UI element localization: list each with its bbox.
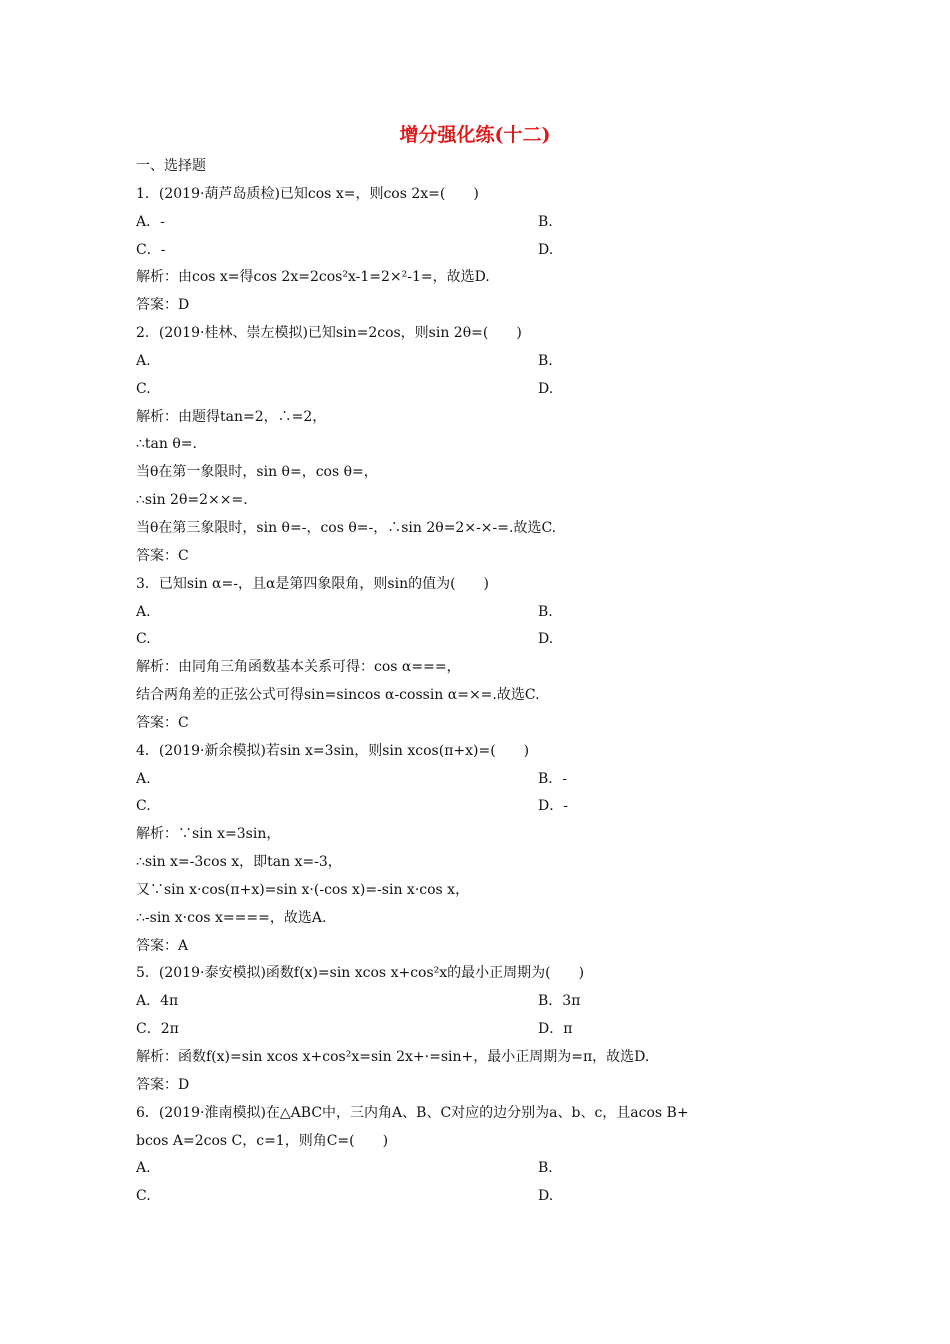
option-c: C. — [136, 631, 151, 648]
option-d: D. — [538, 631, 554, 648]
question-3-solution-line: 解析：由同角三角函数基本关系可得：cos α===， — [136, 659, 461, 676]
question-1-options-cd — [136, 237, 826, 265]
option-d: D．π — [538, 1021, 573, 1038]
option-c: C．2π — [136, 1021, 179, 1038]
option-a: A. — [136, 352, 151, 369]
option-a: A. — [136, 603, 151, 620]
question-1-stem: 1．(2019·葫芦岛质检)已知cos x=，则cos 2x=( ) — [136, 185, 479, 202]
question-6-options-cd — [136, 1183, 826, 1211]
question-5-solution: 解析：函数f(x)=sin xcos x+cos²x=sin 2x+·=sin+，最小正周期为=π，故选D. — [136, 1049, 650, 1065]
question-6-options-ab — [136, 1155, 826, 1183]
option-a: A. — [136, 1160, 151, 1177]
question-2-solution-line: 当θ在第一象限时，sin θ=，cos θ=， — [136, 464, 378, 481]
question-2-solution-line: ∴sin 2θ=2××=. — [136, 492, 248, 509]
question-5-answer: 答案：D — [136, 1076, 190, 1093]
option-b: B. — [538, 213, 553, 230]
option-b: B. — [538, 1160, 553, 1177]
option-d: D．- — [538, 798, 568, 815]
question-3-solution-line: 结合两角差的正弦公式可得sin=sincos α-cossin α=×=.故选C. — [136, 687, 540, 704]
question-3-options-cd — [136, 626, 826, 654]
option-c: C．- — [136, 241, 166, 258]
question-4-solution-line: 解析：∵sin x=3sin， — [136, 826, 281, 843]
section-heading: 一、选择题 — [136, 158, 206, 174]
question-2-solution-line: ∴tan θ=. — [136, 436, 197, 453]
question-2-answer: 答案：C — [136, 547, 189, 564]
option-b: B．3π — [538, 993, 581, 1010]
question-4-options-cd — [136, 793, 826, 821]
option-b: B. — [538, 603, 553, 620]
question-4-stem: 4．(2019·新余模拟)若sin x=3sin，则sin xcos(π+x)=( ) — [136, 742, 530, 759]
question-4-answer: 答案：A — [136, 937, 189, 954]
question-5-options-cd — [136, 1016, 826, 1044]
question-4-solution-line: 又∵sin x·cos(π+x)=sin x·(-cos x)=-sin x·cos x， — [136, 881, 470, 898]
option-b: B．- — [538, 770, 568, 787]
question-4-options-ab — [136, 766, 826, 794]
option-d: D. — [538, 241, 554, 258]
question-2-options-ab — [136, 348, 826, 376]
option-d: D. — [538, 1188, 554, 1205]
option-c: C. — [136, 1188, 151, 1205]
question-3-stem: 3．已知sin α=-，且α是第四象限角，则sin的值为( ) — [136, 575, 490, 592]
option-a: A．- — [136, 213, 165, 230]
question-6-stem-line: 6．(2019·淮南模拟)在△ABC中，三内角A、B、C对应的边分别为a、b、c，且acos B+ — [136, 1104, 689, 1121]
page-title: 增分强化练(十二) — [399, 124, 551, 146]
question-4-solution-line: ∴sin x=-3cos x，即tan x=-3， — [136, 854, 342, 871]
question-6-stem-line: bcos A=2cos C，c=1，则角C=( ) — [136, 1132, 389, 1149]
option-a: A. — [136, 770, 151, 787]
question-3-answer: 答案：C — [136, 714, 189, 731]
question-3-options-ab — [136, 599, 826, 627]
question-2-solution-line: 当θ在第三象限时，sin θ=-，cos θ=-，∴sin 2θ=2×-×-=.故选C. — [136, 519, 557, 536]
question-2-stem: 2．(2019·桂林、崇左模拟)已知sin=2cos，则sin 2θ=( ) — [136, 325, 522, 342]
document-body — [136, 153, 826, 1211]
option-b: B. — [538, 352, 553, 369]
option-c: C. — [136, 380, 151, 397]
question-5-options-ab — [136, 988, 826, 1016]
option-c: C. — [136, 798, 151, 815]
question-4-solution-line: ∴-sin x·cos x====，故选A. — [136, 909, 327, 926]
option-d: D. — [538, 380, 554, 397]
question-5-stem: 5．(2019·泰安模拟)函数f(x)=sin xcos x+cos²x的最小正周期为( ) — [136, 965, 585, 982]
question-1-solution: 解析：由cos x=得cos 2x=2cos²x-1=2×²-1=，故选D. — [136, 269, 490, 286]
question-2-options-cd — [136, 376, 826, 404]
question-1-options-ab — [136, 209, 826, 237]
question-2-solution-line: 解析：由题得tan=2，∴=2， — [136, 408, 327, 425]
option-a: A．4π — [136, 993, 179, 1010]
question-1-answer: 答案：D — [136, 297, 190, 314]
